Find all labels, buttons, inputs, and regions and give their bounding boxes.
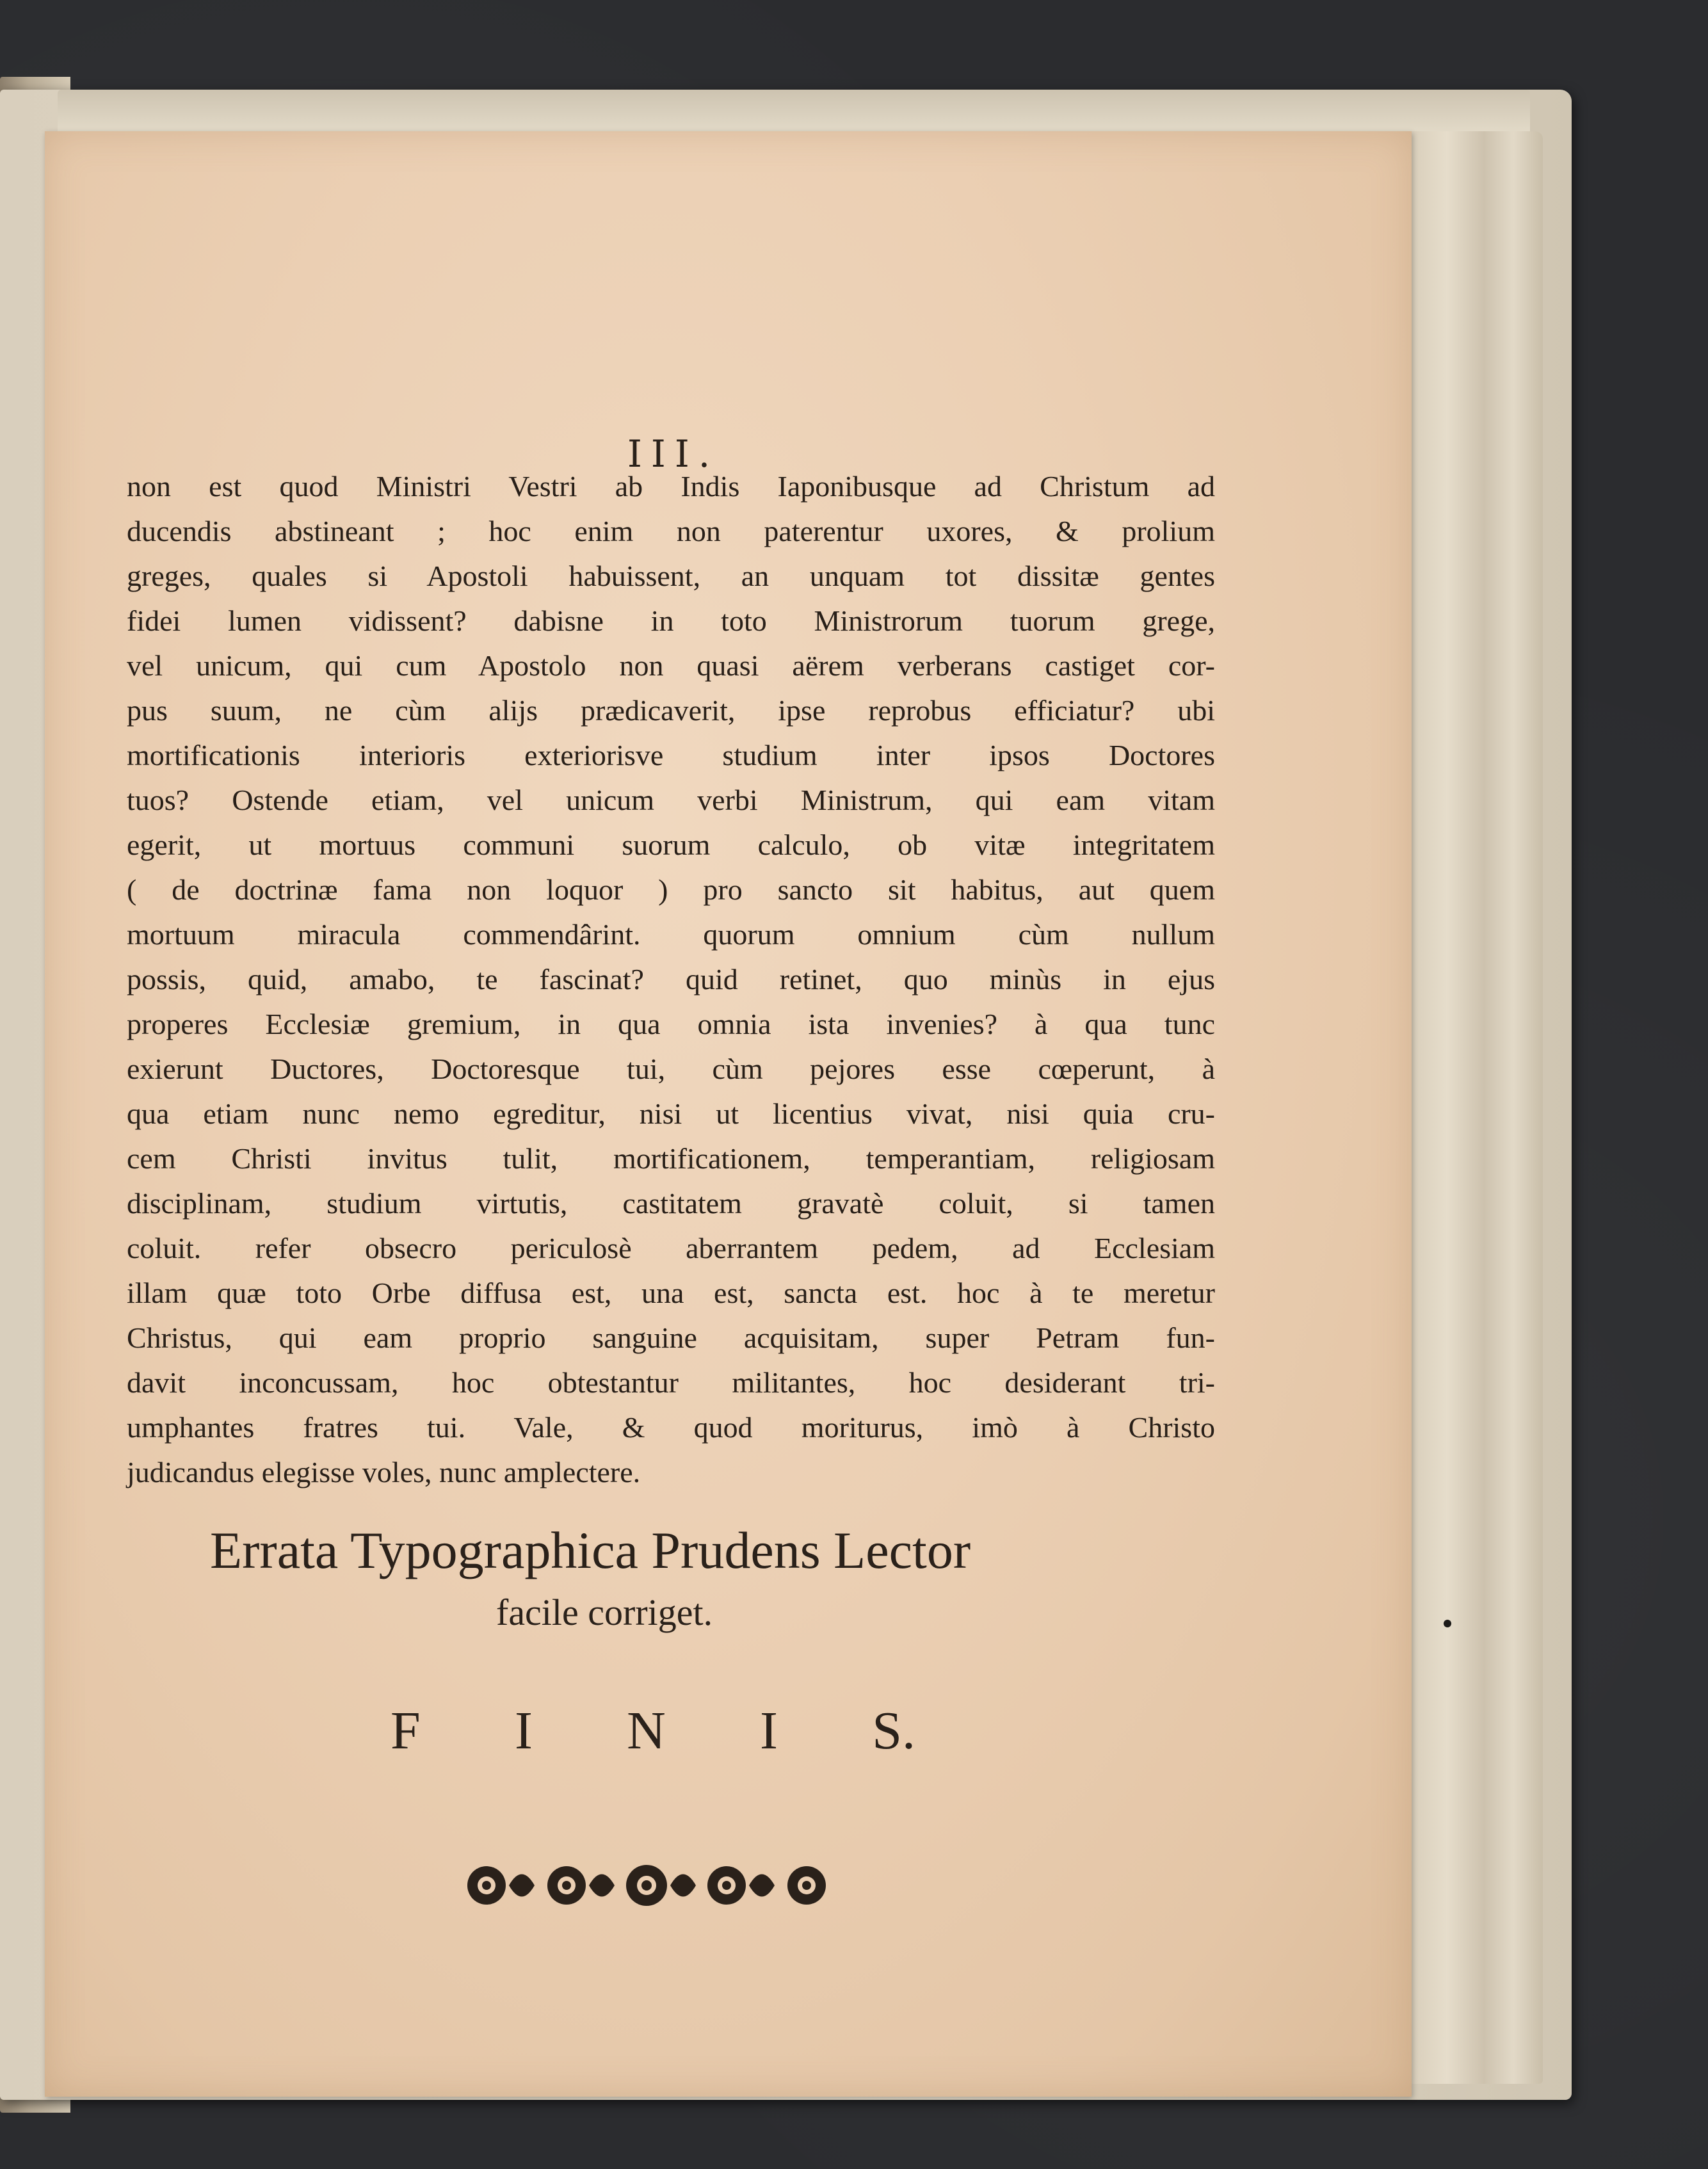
text-line: Christus, qui eam proprio sanguine acquisitam, super Petram fun- — [127, 1321, 1215, 1354]
text-line: greges, quales si Apostoli habuissent, an unquam tot dissitæ gentes — [127, 560, 1215, 592]
printer-ornament-icon — [455, 1853, 839, 1917]
text-line: exierunt Ductores, Doctoresque tui, cùm pejores esse cœperunt, à — [127, 1052, 1215, 1085]
text-line: mortificationis interioris exteriorisve studium inter ipsos Doctores — [127, 739, 1215, 771]
text-line: possis, quid, amabo, te fascinat? quid retinet, quo minùs in ejus — [127, 963, 1215, 996]
text-line: qua etiam nunc nemo egreditur, nisi ut licentius vivat, nisi quia cru- — [127, 1097, 1215, 1130]
page-edges — [1396, 131, 1543, 2084]
body-text — [127, 464, 1215, 1495]
text-line: fidei lumen vidissent? dabisne in toto Ministrorum tuorum grege, — [127, 604, 1215, 637]
text-line: disciplinam, studium virtutis, castitatem gravatè coluit, si tamen — [127, 1187, 1215, 1220]
text-line: cem Christi invitus tulit, mortificationem, temperantiam, religiosam — [127, 1142, 1215, 1175]
printed-page — [45, 131, 1412, 2097]
errata-subheading: facile corriget. — [496, 1592, 713, 1633]
finis-heading — [391, 1700, 915, 1762]
text-line: non est quod Ministri Vestri ab Indis Iaponibusque ad Christum ad — [127, 470, 1215, 503]
text-line: tuos? Ostende etiam, vel unicum verbi Ministrum, qui eam vitam — [127, 784, 1215, 816]
text-line: coluit. refer obsecro periculosè aberrantem pedem, ad Ecclesiam — [127, 1232, 1215, 1264]
page-number: III. — [627, 432, 720, 476]
text-line: egerit, ut mortuus communi suorum calculo, ob vitæ integritatem — [127, 828, 1215, 861]
text-line: mortuum miracula commendârint. quorum omnium cùm nullum — [127, 918, 1215, 951]
text-line: properes Ecclesiæ gremium, in qua omnia ista invenies? à qua tunc — [127, 1008, 1215, 1040]
finis-letter: I — [760, 1701, 778, 1761]
finis-letter: F — [391, 1701, 421, 1761]
text-line: umphantes fratres tui. Vale, & quod moriturus, imò à Christo — [127, 1411, 1215, 1444]
errata-heading: Errata Typographica Prudens Lector — [210, 1521, 971, 1579]
text-line: illam quæ toto Orbe diffusa est, una est, sancta est. hoc à te meretur — [127, 1277, 1215, 1309]
cover-top-flap — [58, 90, 1530, 134]
text-line: davit inconcussam, hoc obtestantur militantes, hoc desiderant tri- — [127, 1366, 1215, 1399]
finis-letter: S. — [872, 1701, 915, 1761]
finis-letter: N — [627, 1701, 666, 1761]
cover-mark — [1444, 1620, 1451, 1627]
text-line: ducendis abstineant ; hoc enim non paterentur uxores, & prolium — [127, 515, 1215, 547]
text-line: judicandus elegisse voles, nunc amplectere. — [127, 1456, 641, 1488]
text-line: pus suum, ne cùm alijs prædicaverit, ipse reprobus efficiatur? ubi — [127, 694, 1215, 727]
text-line: ( de doctrinæ fama non loquor ) pro sancto sit habitus, aut quem — [127, 873, 1215, 906]
finis-letter: I — [514, 1701, 533, 1761]
text-line: vel unicum, qui cum Apostolo non quasi aërem verberans castiget cor- — [127, 649, 1215, 682]
